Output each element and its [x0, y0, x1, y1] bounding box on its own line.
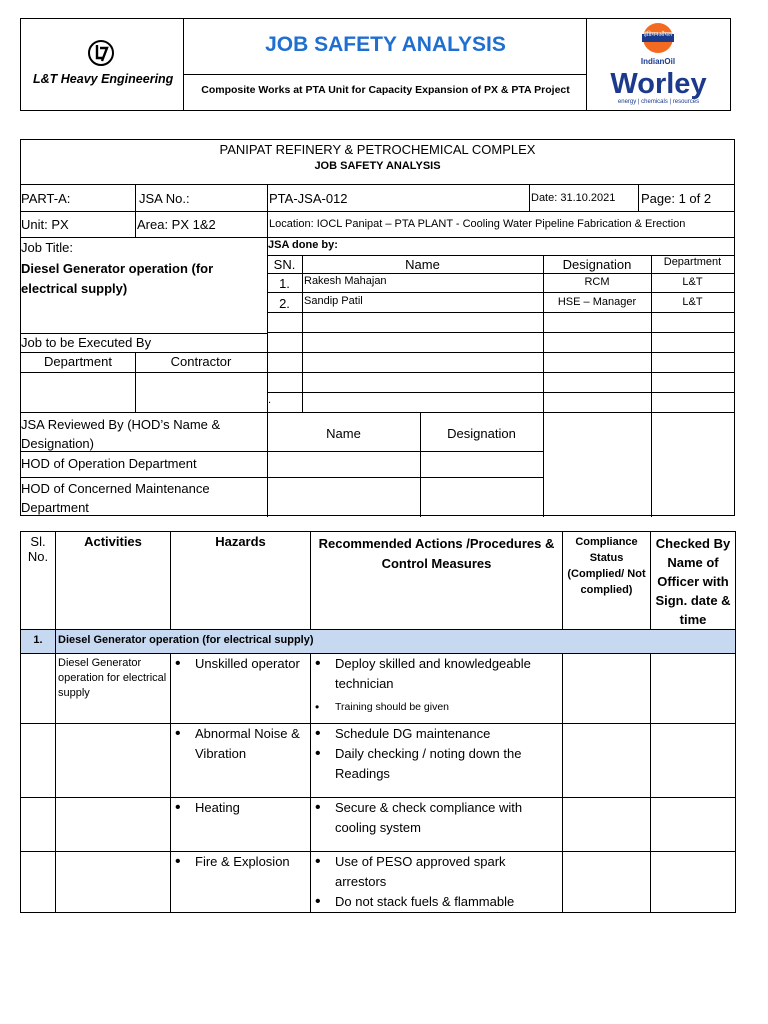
- hazard-text: • Unskilled operator: [173, 654, 308, 674]
- lt-logo-icon: [87, 39, 115, 67]
- lt-logo-cell: [21, 19, 184, 110]
- analysis-table: [20, 531, 736, 913]
- table-row-designation: HSE – Manager: [557, 296, 637, 308]
- action-item: • Do not stack fuels & flammable: [313, 892, 560, 912]
- table-row-name: Sandip Patil: [304, 295, 363, 307]
- jsa-no: PTA-JSA-012: [269, 191, 348, 206]
- contractor-header: Contractor: [170, 354, 232, 369]
- action-item: • Schedule DG maintenance: [313, 724, 560, 744]
- table-row: [21, 654, 736, 724]
- activities-header: Activities: [56, 532, 171, 630]
- indianoil-logo-icon: [638, 22, 678, 56]
- sl-no-header: Sl. No.: [21, 532, 56, 630]
- table-row: [21, 852, 736, 913]
- title-cell: [184, 19, 587, 110]
- lt-company-name: L&T Heavy Engineering: [33, 72, 174, 86]
- table-row-sn: 2.: [279, 296, 290, 311]
- location: Location: IOCL Panipat – PTA PLANT - Cooling Water Pipeline Fabrication & Erection: [269, 218, 686, 230]
- org-name: PANIPAT REFINERY & PETROCHEMICAL COMPLEX: [219, 142, 536, 157]
- hazard-text: • Abnormal Noise & Vibration: [173, 724, 308, 764]
- executed-by-label: Job to be Executed By: [21, 335, 152, 350]
- department-col-header: Department: [663, 256, 722, 268]
- name-header: Name: [405, 257, 440, 272]
- table-row-department: L&T: [682, 296, 703, 308]
- action-item: • Daily checking / noting down the Readings: [313, 744, 560, 784]
- stray-dot: .: [268, 394, 272, 406]
- reviewed-name-header: Name: [326, 426, 361, 441]
- area: Area: PX 1&2: [137, 217, 216, 232]
- table-row-sn: 1.: [279, 276, 290, 291]
- client-logos-cell: [587, 19, 730, 110]
- page-title: JOB SAFETY ANALYSIS: [265, 33, 506, 56]
- hod-maintenance-label: HOD of Concerned Maintenance Department: [21, 481, 210, 515]
- action-item: • Use of PESO approved spark arrestors: [313, 852, 560, 892]
- indianoil-script: इंडियनऑयल: [643, 32, 673, 38]
- project-name: Composite Works at PTA Unit for Capacity Expansion of PX & PTA Project: [201, 84, 570, 96]
- hazard-text: • Heating: [173, 798, 308, 818]
- table-row: [21, 724, 736, 798]
- designation-header: Designation: [562, 257, 632, 272]
- activity-text: Diesel Generator operation for electrical supply: [56, 654, 171, 724]
- part-a-section: [20, 139, 735, 516]
- action-item: • Training should be given: [313, 700, 560, 714]
- section-row: [21, 630, 736, 654]
- document-header: [20, 18, 731, 111]
- jsa-date: Date: 31.10.2021: [531, 192, 616, 204]
- sn-header: SN.: [273, 257, 296, 272]
- department-header: Department: [44, 354, 112, 369]
- unit: Unit: PX: [21, 217, 69, 232]
- job-title: Diesel Generator operation (for electrical supply): [21, 261, 214, 296]
- section-title: Diesel Generator operation (for electrical supply): [56, 630, 736, 654]
- action-item: • Deploy skilled and knowledgeable technician: [313, 654, 560, 694]
- hod-operation-label: HOD of Operation Department: [21, 456, 197, 471]
- jsa-no-label: JSA No.:: [139, 191, 190, 206]
- job-title-label: Job Title:: [21, 240, 74, 255]
- done-by-table: [267, 255, 734, 413]
- part-label: PART-A:: [21, 191, 71, 206]
- checked-by-header: Checked By Name of Officer with Sign. date & time: [651, 532, 736, 630]
- worley-name: Worley: [610, 68, 707, 100]
- page-number: Page: 1 of 2: [641, 191, 712, 206]
- jsa-done-by-label: JSA done by:: [268, 239, 338, 251]
- action-item: • Secure & check compliance with cooling system: [313, 798, 560, 838]
- reviewed-designation-header: Designation: [447, 426, 516, 441]
- table-row-designation: RCM: [584, 276, 610, 288]
- hazard-text: • Fire & Explosion: [173, 852, 308, 872]
- table-header-row: [21, 532, 736, 630]
- reviewed-by-label: JSA Reviewed By (HOD’s Name & Designation): [21, 417, 221, 451]
- indianoil-name: IndianOil: [640, 57, 676, 66]
- actions-header: Recommended Actions /Procedures & Control Measures: [311, 532, 563, 630]
- part-a-subtitle: JOB SAFETY ANALYSIS: [314, 160, 441, 172]
- table-row-name: Rakesh Mahajan: [304, 275, 387, 287]
- section-number: 1.: [21, 630, 56, 654]
- hazards-header: Hazards: [171, 532, 311, 630]
- worley-tagline: energy | chemicals | resources: [617, 99, 700, 105]
- table-row: [21, 798, 736, 852]
- compliance-header: Compliance Status (Complied/ Not complied): [563, 532, 651, 630]
- table-row-department: L&T: [682, 276, 703, 288]
